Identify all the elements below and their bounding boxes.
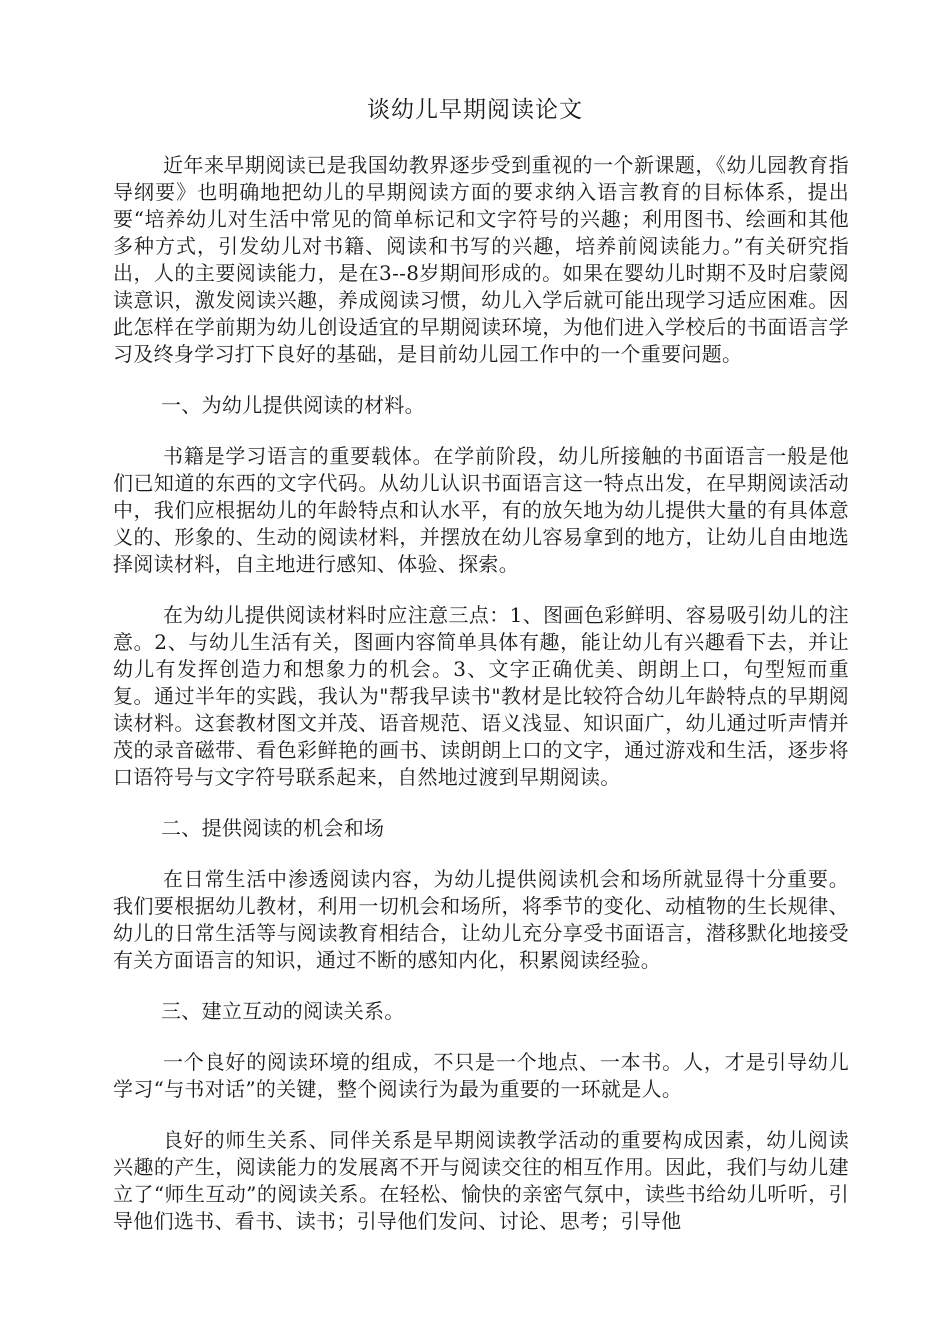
section-heading-1: 一、为幼儿提供阅读的材料。 — [161, 393, 425, 417]
intro-paragraph: 近年来早期阅读已是我国幼教界逐步受到重视的一个新课题，《幼儿园教育指导纲要》也明确地把幼儿的早期阅读方面的要求纳入语言教育的目标体系，提出要“培养幼儿对生活中常见的简单标记和文字符号的兴趣；利用图书、绘画和其他多种方式，引发幼儿对书籍、阅读和书写的兴趣，培养前阅读能力。”有关研究指出，人的主要阅读能力，是在3--8岁期间形成的。如果在婴幼儿时期不及时启蒙阅读意识，激发阅读兴趣，养成阅读习惯，幼儿入学后就可能出现学习适应困难。因此怎样在学前期为幼儿创设适宜的早期阅读环境，为他们进入学校后的书面语言学习及终身学习打下良好的基础，是目前幼儿园工作中的一个重要问题。 — [113, 153, 849, 366]
section-heading-2: 二、提供阅读的机会和场 — [161, 816, 385, 840]
section-heading-3: 三、建立互动的阅读关系。 — [161, 999, 405, 1023]
section-1-paragraph-1: 书籍是学习语言的重要载体。在学前阶段，幼儿所接触的书面语言一般是他们已知道的东西的文字代码。从幼儿认识书面语言这一特点出发，在早期阅读活动中，我们应根据幼儿的年龄特点和认水平，有的放矢地为幼儿提供大量的有具体意义的、形象的、生动的阅读材料，并摆放在幼儿容易拿到的地方，让幼儿自由地选择阅读材料，自主地进行感知、体验、探索。 — [113, 444, 849, 576]
section-3-paragraph-1: 一个良好的阅读环境的组成，不只是一个地点、一本书。人，才是引导幼儿学习“与书对话”的关键，整个阅读行为最为重要的一环就是人。 — [113, 1050, 849, 1101]
section-2-paragraph-1: 在日常生活中渗透阅读内容，为幼儿提供阅读机会和场所就显得十分重要。我们要根据幼儿教材，利用一切机会和场所，将季节的变化、动植物的生长规律、幼儿的日常生活等与阅读教育相结合，让幼儿充分享受书面语言，潜移默化地接受有关方面语言的知识，通过不断的感知内化，积累阅读经验。 — [113, 867, 849, 972]
section-1-paragraph-2: 在为幼儿提供阅读材料时应注意三点：1、图画色彩鲜明、容易吸引幼儿的注意。2、与幼儿生活有关，图画内容简单具体有趣，能让幼儿有兴趣看下去，并让幼儿有发挥创造力和想象力的机会。3、文字正确优美、朗朗上口，句型短而重复。通过半年的实践，我认为"帮我早读书"教材是比较符合幼儿年龄特点的早期阅读材料。这套教材图文并茂、语音规范、语义浅显、知识面广，幼儿通过听声情并茂的录音磁带、看色彩鲜艳的画书、读朗朗上口的文字，通过游戏和生活，逐步将口语符号与文字符号联系起来，自然地过渡到早期阅读。 — [113, 603, 849, 789]
document-title: 谈幼儿早期阅读论文 — [367, 97, 583, 123]
section-3-paragraph-2: 良好的师生关系、同伴关系是早期阅读教学活动的重要构成因素，幼儿阅读兴趣的产生，阅读能力的发展离不开与阅读交往的相互作用。因此，我们与幼儿建立了“师生互动”的阅读关系。在轻松、愉快的亲密气氛中，读些书给幼儿听听，引导他们选书、看书、读书；引导他们发问、讨论、思考；引导他 — [113, 1128, 849, 1233]
document-body — [113, 152, 849, 1259]
